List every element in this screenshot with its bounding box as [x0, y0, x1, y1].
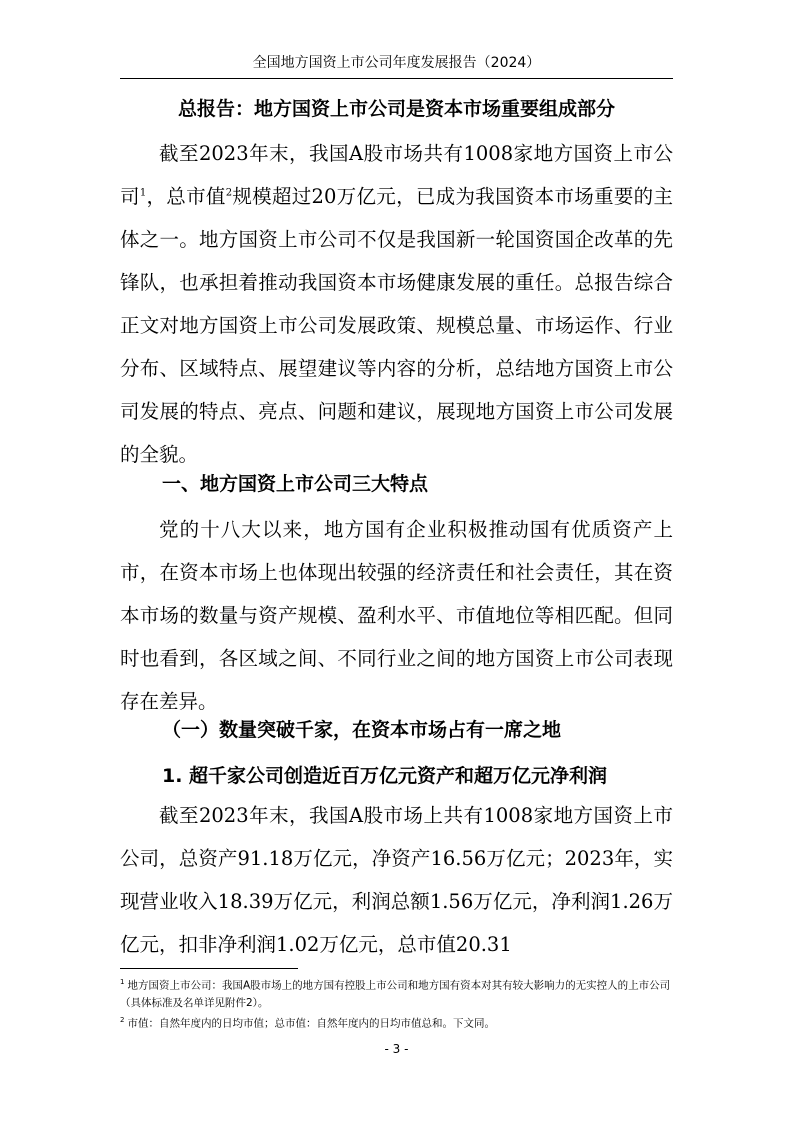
- section-heading: 一、地方国资上市公司三大特点: [162, 473, 429, 495]
- subsubsection-heading: 1. 超千家公司创造近百万亿元资产和超万亿元净利润: [162, 765, 608, 787]
- paragraph-statistics: 截至2023年末，我国A股市场上共有1008家地方国资上市公司，总资产91.18万亿元，净资产16.56万亿元；2023年，实现营业收入18.39万亿元，利润总额1.56万亿元，净利润1.26万亿元，扣非净利润1.02万亿元，总市值20.31: [120, 804, 673, 956]
- paragraph-intro: [120, 132, 673, 476]
- footnote-mark-1: 1: [120, 978, 125, 986]
- footnote-mark-2: 2: [120, 1015, 125, 1024]
- footnote-divider: [120, 968, 298, 969]
- footnote-2: [120, 1012, 673, 1033]
- footnote-ref-1[interactable]: 1: [139, 187, 147, 199]
- footnote-1: [120, 974, 673, 1012]
- subsection-heading: （一）数量突破千家，在资本市场占有一席之地: [162, 719, 562, 741]
- main-heading: 总报告：地方国资上市公司是资本市场重要组成部分: [177, 98, 615, 120]
- page-number: - 3 -: [384, 1042, 409, 1056]
- footnote-ref-2[interactable]: 2: [225, 187, 233, 199]
- footnotes: [120, 974, 673, 1032]
- header-divider: [120, 78, 673, 79]
- footnote-text-2: 市值：自然年度内的日均市值；总市值：自然年度内的日均市值总和。下文同。: [127, 1017, 495, 1029]
- footnote-text-1: 地方国资上市公司：我国A股市场上的地方国有控股上市公司和地方国有资本对其有较大影响力的无实控人的上市公司（具体标准及名单详见附件2）。: [120, 979, 671, 1009]
- paragraph-section-1: 党的十八大以来，地方国有企业积极推动国有优质资产上市，在资本市场上也体现出较强的经济责任和社会责任，其在资本市场的数量与资产规模、盈利水平、市值地位等相匹配。但同时也看到，各区域之间、不同行业之间的地方国资上市公司表现存在差异。: [120, 518, 673, 713]
- intro-text-c: 规模超过20万亿元，已成为我国资本市场重要的主体之一。地方国资上市公司不仅是我国新一轮国资国企改革的先锋队，也承担着推动我国资本市场健康发展的重任。总报告综合正文对地方国资上市公司发展政策、规模总量、市场运作、行业分布、区域特点、展望建议等内容的分析，总结地方国资上市公司发展的特点、亮点、问题和建议，展现地方国资上市公司发展的全貌。: [120, 185, 673, 466]
- intro-text-b: ，总市值: [146, 185, 226, 208]
- intro-text-a: 截至2023年末，我国A股市场共有1008家地方国资上市公司: [120, 142, 673, 208]
- running-header: 全国地方国资上市公司年度发展报告（2024）: [252, 55, 541, 71]
